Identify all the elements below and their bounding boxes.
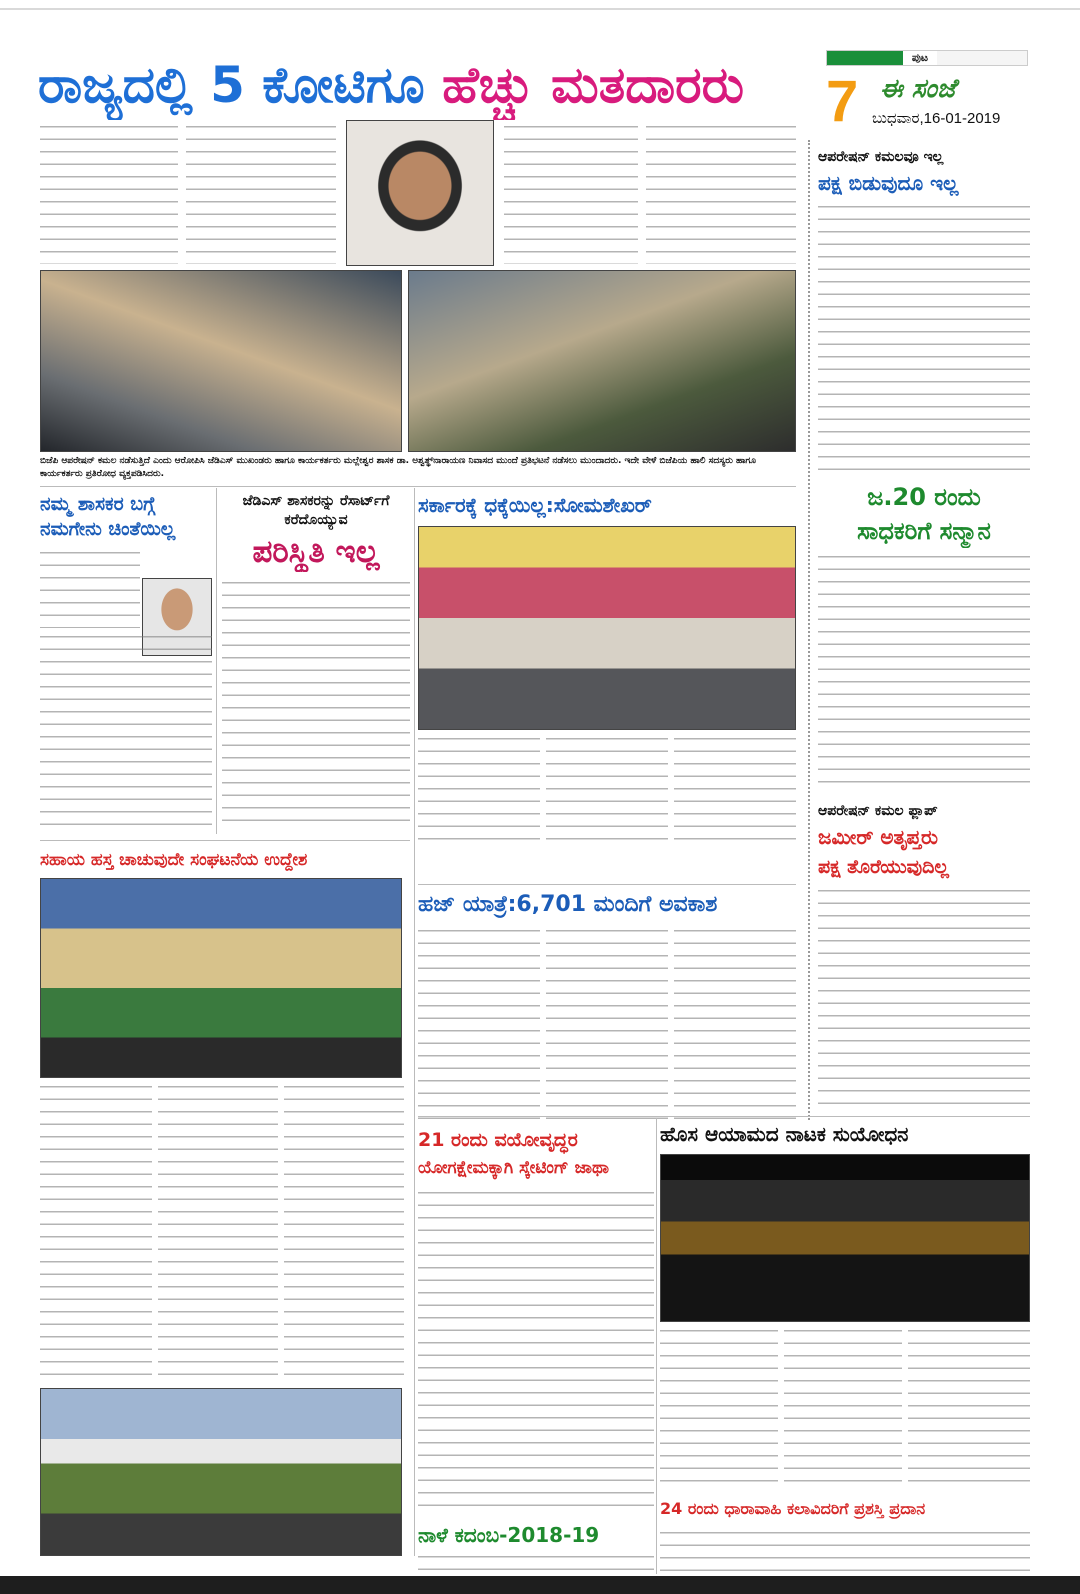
sahaya-text-col1 xyxy=(40,1082,152,1382)
vayo-headline-big: ಯೋಗಕ್ಷೇಮಕ್ಕಾಗಿ ಸ್ಕೇಟಿಂಗ್ ಜಾಥಾ xyxy=(418,1158,609,1178)
flop-headline-big2: ಪಕ್ಷ ತೊರೆಯುವುದಿಲ್ಲ xyxy=(818,856,949,878)
haj-text-col1 xyxy=(418,926,540,1122)
column-rule-middle xyxy=(414,488,415,1556)
bottom-bar xyxy=(0,1576,1080,1594)
lead-text-col1 xyxy=(40,122,178,264)
row-rule-1 xyxy=(40,486,796,487)
row-rule-2 xyxy=(40,840,410,841)
mla-worry-headline: ನಮ್ಮ ಶಾಸಕರ ಬಗ್ಗೆ ನಮಗೇನು ಚಿಂತೆಯಿಲ್ಲ xyxy=(40,493,176,540)
banner-part2: ಹೆಚ್ಚು ಮತದಾರರು xyxy=(442,56,744,114)
jds-headline-big: ಪರಿಸ್ಥಿತಿ ಇಲ್ಲ xyxy=(252,534,380,570)
vayo-text xyxy=(418,1188,654,1514)
sarkara-headline: ಸರ್ಕಾರಕ್ಕೆ ಧಕ್ಕೆಯಿಲ್ಲ:ಸೋಮಶೇಖರ್ xyxy=(418,493,652,517)
jds-headline-top: ಜೆಡಿಎಸ್ ಶಾಸಕರನ್ನು ರೆಸಾರ್ಟ್‌ಗೆ ಕರೆದೊಯ್ಯುವ xyxy=(242,493,390,528)
kadamba-headline: ನಾಳೆ ಕದಂಬ-2018-19 xyxy=(418,1523,600,1547)
nataka-text-col1 xyxy=(660,1326,778,1490)
row-rule-3 xyxy=(418,884,796,885)
op-headline-top: ಆಪರೇಷನ್ ಕಮಲವೂ ಇಲ್ಲ xyxy=(818,149,944,165)
sarkara-photo xyxy=(418,526,796,730)
column-rule-left xyxy=(216,488,217,834)
mla-worry-text-b xyxy=(40,632,212,832)
jan20-headline-top: ಜ.20 ರಂದು xyxy=(867,483,981,511)
mla-worry-text-a xyxy=(40,548,140,628)
op-headline-big: ಪಕ್ಷ ಬಿಡುವುದೂ ಇಲ್ಲ xyxy=(818,171,959,195)
column-rule-right xyxy=(656,1118,657,1574)
dharavahi-headline: 24 ರಂದು ಧಾರಾವಾಹಿ ಕಲಾವಿದರಿಗೆ ಪ್ರಶಸ್ತಿ ಪ್ರದಾನ xyxy=(660,1499,926,1518)
vayo-headline-top: 21 ರಂದು ವಯೋವೃದ್ಧರ xyxy=(418,1129,578,1151)
flop-headline-top: ಆಪರೇಷನ್ ಕಮಲ ಫ್ಲಾಪ್ xyxy=(818,803,938,819)
lead-photo-left xyxy=(40,270,402,452)
nataka-headline: ಹೊಸ ಆಯಾಮದ ನಾಟಕ ಸುಯೋಧನ xyxy=(660,1122,909,1146)
dharavahi-text xyxy=(660,1528,1030,1572)
paper-name: ಈ ಸಂಜೆ xyxy=(880,74,956,104)
sahaya-text-col2 xyxy=(158,1082,278,1382)
lead-photo-caption: ಬಿಜೆಪಿ ಆಪರೇಷನ್ ಕಮಲ ನಡೆಸುತ್ತಿದೆ ಎಂದು ಆರೋಪಿಸಿ ಜೆಡಿಎಸ್ ಮುಖಂಡರು ಹಾಗೂ ಕಾರ್ಯಕರ್ತರು ಮಲ್ಲೇಶ್ವರ ಶಾಸಕ ಡಾ. ಅಶ್ವತ್ಥ್‌ನಾರಾಯಣ ನಿವಾಸದ ಮುಂದೆ ಪ್ರತಿಭಟನೆ ನಡೆಸಲು ಮುಂದಾದರು. ಇದೇ ವೇಳೆ ಬಿಜೆಪಿಯ ಹಾಲಿ ಸದಸ್ಯರು ಹಾಗೂ ಕಾರ್ಯಕರ್ತರು ಪ್ರತಿರೋಧ ವ್ಯಕ್ತಪಡಿಸಿದರು. xyxy=(40,456,757,479)
flop-headline-big1: ಜಮೀರ್ ಅತೃಪ್ತರು xyxy=(818,825,938,849)
row-rule-4 xyxy=(418,1116,1030,1117)
jan20-headline-big: ಸಾಧಕರಿಗೆ ಸನ್ಮಾನ xyxy=(857,517,991,545)
sahaya-headline: ಸಹಾಯ ಹಸ್ತ ಚಾಚುವುದೇ ಸಂಘಟನೆಯ ಉದ್ದೇಶ xyxy=(40,850,308,870)
lead-text-col2 xyxy=(186,122,336,264)
sarkara-text-col3 xyxy=(674,734,796,844)
haj-text-col2 xyxy=(546,926,668,1122)
issue-date: ಬುಧವಾರ,16-01-2019 xyxy=(872,110,1001,127)
nataka-photo xyxy=(660,1154,1030,1322)
jds-text xyxy=(222,578,410,832)
sarkara-text-col2 xyxy=(546,734,668,844)
nataka-text-col2 xyxy=(784,1326,902,1490)
sarkara-text-col1 xyxy=(418,734,540,844)
sahaya-photo xyxy=(40,878,402,1078)
lead-portrait-photo xyxy=(346,120,494,266)
page-number: 7 xyxy=(826,69,859,134)
kadamba-text xyxy=(418,1552,654,1572)
sahaya-text-col3 xyxy=(284,1082,404,1382)
nataka-text-col3 xyxy=(908,1326,1030,1490)
sahaya-photo-2 xyxy=(40,1388,402,1556)
flop-text xyxy=(818,886,1030,1112)
sidebar-divider xyxy=(808,140,810,1120)
lead-text-col4 xyxy=(646,122,796,264)
lead-photo-right xyxy=(408,270,796,452)
op-text xyxy=(818,202,1030,472)
haj-text-col3 xyxy=(674,926,796,1122)
banner-part1: ರಾಜ್ಯದಲ್ಲಿ 5 ಕೋಟಿಗೂ xyxy=(38,56,443,114)
lead-text-col3 xyxy=(504,122,638,264)
haj-headline: ಹಜ್ ಯಾತ್ರೆ:6,701 ಮಂದಿಗೆ ಅವಕಾಶ xyxy=(418,892,718,917)
banner-headline xyxy=(38,50,808,120)
top-rule xyxy=(0,8,1080,10)
masthead-strip-label: ಪುಟ xyxy=(911,51,929,64)
jan20-text xyxy=(818,552,1030,792)
